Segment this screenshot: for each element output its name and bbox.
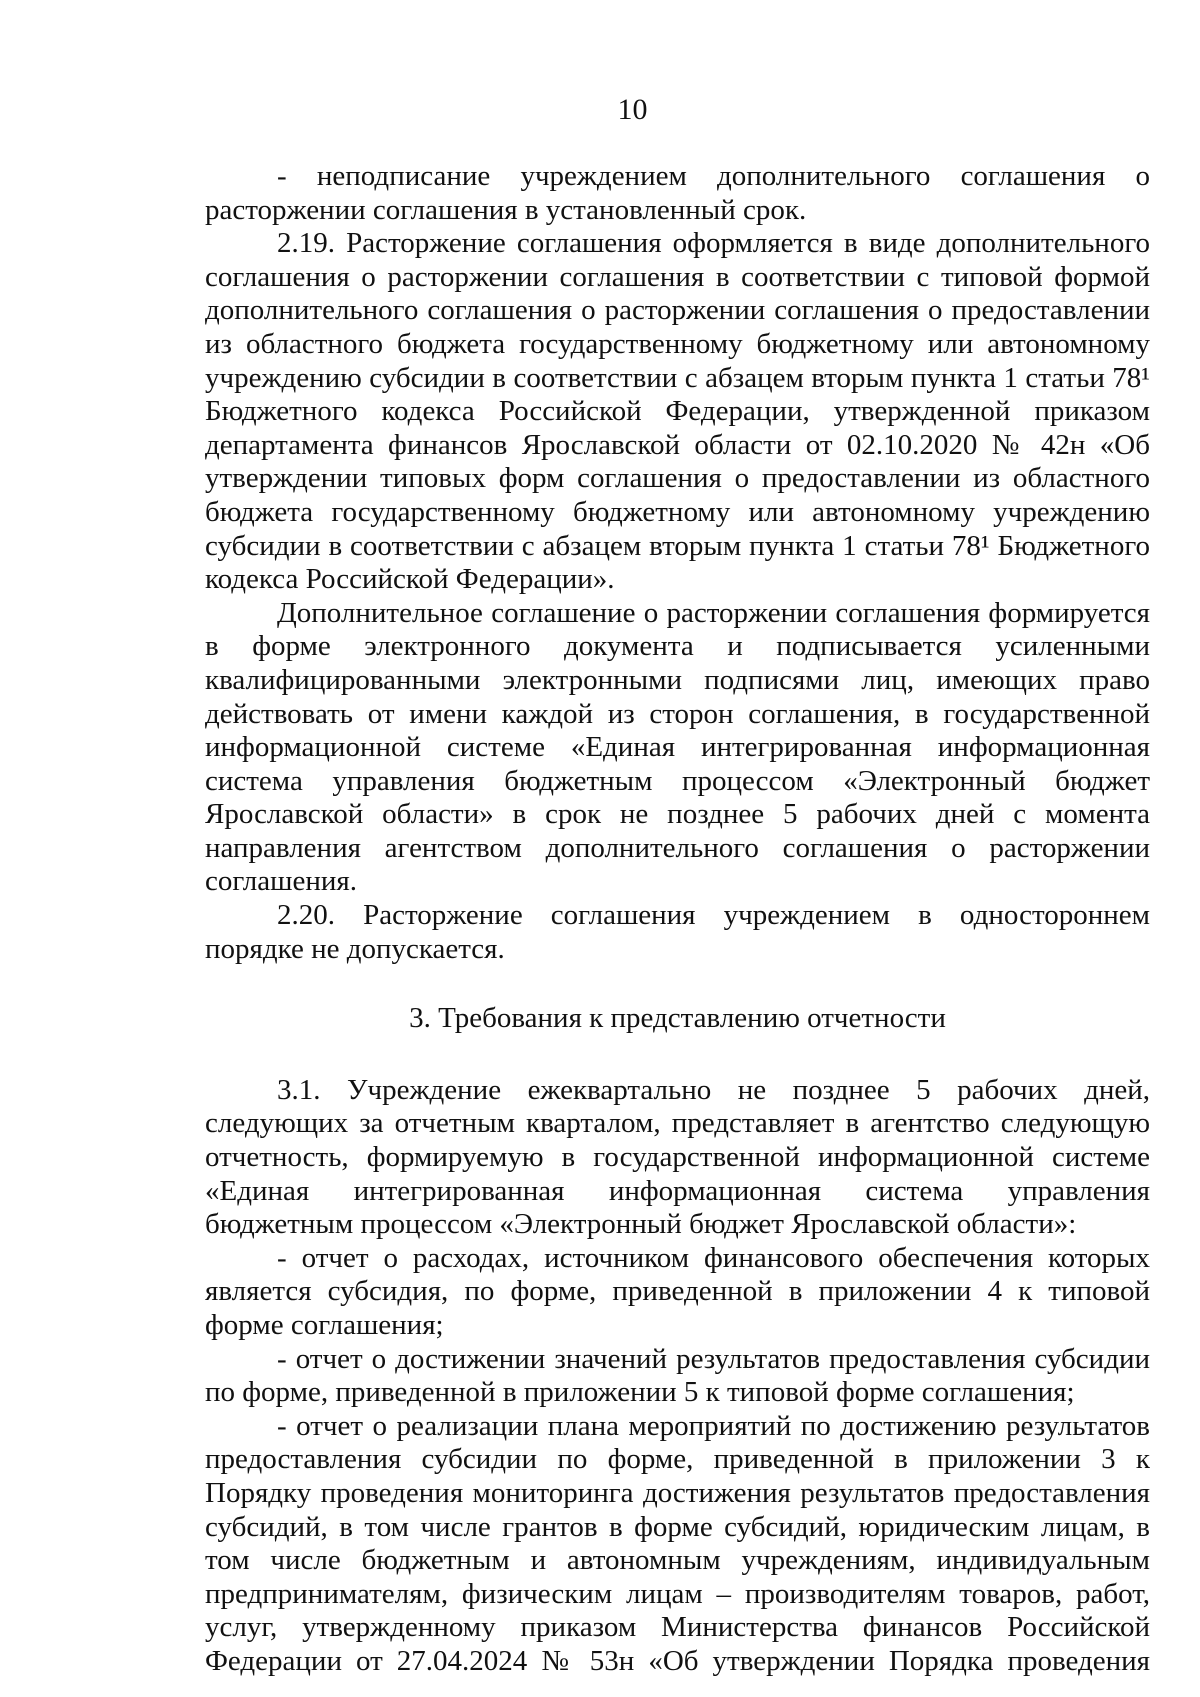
page-number: 10 [617, 93, 648, 126]
list-item-expense-report: - отчет о расходах, источником финансового обеспечения которых является субсидия, по форме, приведенной в приложении 4 к типовой форме соглашения; [205, 1241, 1150, 1341]
document-body [205, 160, 1150, 1679]
paragraph-3-1: 3.1. Учреждение ежеквартально не позднее 5 рабочих дней, следующих за отчетным кварталом, представляет в агентство следующую отчетность, формируемую в государственной информационной системе «Единая интегрированная информационная система управления бюджетным процессом «Электронный бюджет Ярославской области»: [205, 1073, 1150, 1241]
paragraph-2-19: 2.19. Расторжение соглашения оформляется в виде дополнительного соглашения о расторжении соглашения в соответствии с типовой формой дополнительного соглашения о расторжении соглашения о предоставлении из областного бюджета государственному бюджетному или автономному учреждению субсидии в соответствии с абзацем вторым пункта 1 статьи 78¹ Бюджетного кодекса Российской Федерации, утвержденной приказом департамента финансов Ярославской области от 02.10.2020 № 42н «Об утверждении типовых форм соглашения о предоставлении из областного бюджета государственному бюджетному или автономному учреждению субсидии в соответствии с абзацем вторым пункта 1 статьи 78¹ Бюджетного кодекса Российской Федерации». [205, 227, 1150, 596]
paragraph-2-20: 2.20. Расторжение соглашения учреждением в одностороннем порядке не допускается. [205, 899, 1150, 965]
list-item-results-report: - отчет о достижении значений результатов предоставления субсидии по форме, приведенной в приложении 5 к типовой форме соглашения; [205, 1342, 1150, 1409]
paragraph-additional-agreement: Дополнительное соглашение о расторжении соглашения формируется в форме электронного документа и подписывается усиленными квалифицированными электронными подписями лиц, имеющих право действовать от имени каждой из сторон соглашения, в государственной информационной системе «Единая интегрированная информационная система управления бюджетным процессом «Электронный бюджет Ярославской области» в срок не позднее 5 рабочих дней с момента направления агентством дополнительного соглашения о расторжении соглашения. [205, 596, 1150, 898]
list-item-plan-report: - отчет о реализации плана мероприятий по достижению результатов предоставления субсидии по форме, приведенной в приложении 3 к Порядку проведения мониторинга достижения результатов предоставления субсидий, в том числе грантов в форме субсидий, юридическим лицам, в том числе бюджетным и автономным учреждениям, индивидуальным предпринимателям, физическим лицам – производителям товаров, работ, услуг, утвержденному приказом Министерства финансов Российской Федерации от 27.04.2024 № 53н «Об утверждении Порядка проведения [205, 1409, 1150, 1677]
section-heading: 3. Требования к представлению отчетности [409, 1002, 946, 1035]
paragraph-termination-condition: - неподписание учреждением дополнительного соглашения о расторжении соглашения в установленный срок. [205, 160, 1150, 226]
